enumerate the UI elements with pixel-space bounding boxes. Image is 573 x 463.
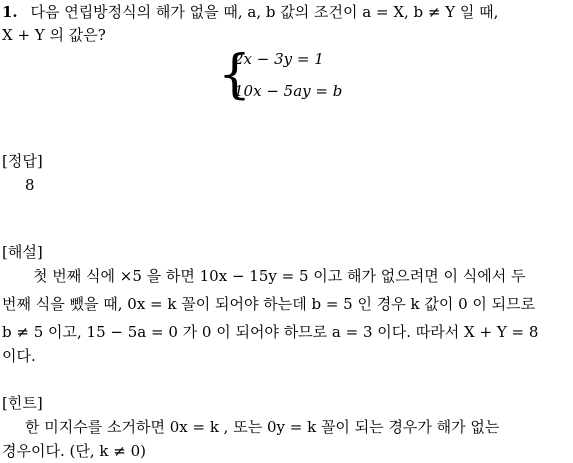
equation-system: [218, 44, 358, 108]
explanation-line-2: 번째 식을 뺐을 때, 0x = k 꼴이 되어야 하는데 b = 5 인 경우 k 값이 0 이 되므로: [2, 295, 536, 313]
question-text-line-1: 다음 연립방정식의 해가 없을 때, a, b 값의 조건이 a = X, b ≠ Y 일 때,: [30, 3, 499, 21]
explanation-line-4: 이다.: [2, 347, 36, 365]
question-number: 1.: [2, 3, 18, 21]
question-text-line-2: X + Y 의 값은?: [2, 26, 106, 44]
hint-line-1: 한 미지수를 소거하면 0x = k , 또는 0y = k 꼴이 되는 경우가 해가 없는: [25, 418, 500, 436]
left-brace: {: [218, 45, 252, 105]
explanation-line-3: b ≠ 5 이고, 15 − 5a = 0 가 0 이 되어야 하므로 a = 3 이다. 따라서 X + Y = 8: [2, 323, 539, 341]
equation-2: 10x − 5ay = b: [234, 82, 343, 100]
explanation-label: [해설]: [2, 243, 43, 261]
equation-1: 2x − 3y = 1: [234, 50, 324, 68]
answer-value: 8: [25, 176, 35, 194]
explanation-line-1: 첫 번째 식에 ×5 을 하면 10x − 15y = 5 이고 해가 없으려면 이 식에서 두: [33, 267, 526, 285]
hint-label: [힌트]: [2, 394, 43, 412]
question-line-1: [2, 2, 498, 22]
hint-line-2: 경우이다. (단, k ≠ 0): [2, 442, 146, 460]
answer-label: [정답]: [2, 152, 43, 170]
